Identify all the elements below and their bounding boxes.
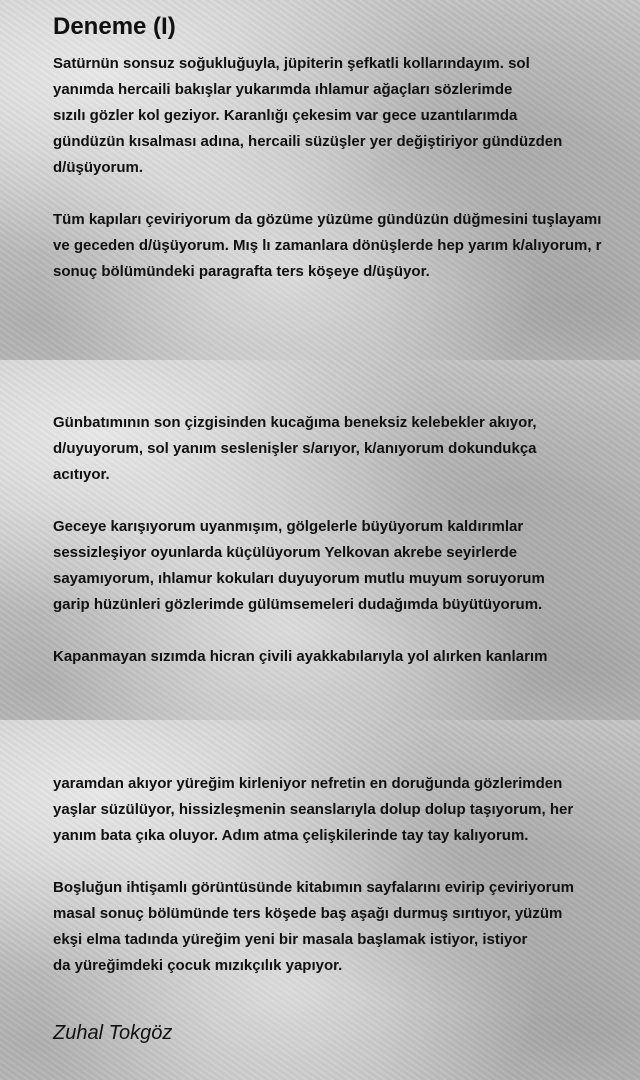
text-line: yaramdan akıyor yüreğim kirleniyor nefretin en doruğunda gözlerimden [53, 775, 563, 792]
text-line: Kapanmayan sızımda hicran çivili ayakkabılarıyla yol alırken kanlarım [53, 648, 548, 665]
paragraph [53, 51, 562, 181]
text-line: sessizleşiyor oyunlarda küçülüyorum Yelkovan akrebe seyirlerde [53, 544, 518, 561]
text-line: sızılı gözler kol geziyor. Karanlığı çekesim var gece uzantılarımda [53, 107, 518, 124]
paragraph [53, 771, 573, 849]
text-line: da yüreğimdeki çocuk mızıkçılık yapıyor. [53, 957, 343, 974]
paragraph [53, 644, 547, 670]
text-line: d/uyuyorum, sol yanım seslenişler s/arıyor, k/anıyorum dokundukça [53, 440, 537, 457]
text-line: Günbatımının son çizgisinden kucağıma beneksiz kelebekler akıyor, [53, 414, 537, 431]
text-line: Geceye karışıyorum uyanmışım, gölgelerle büyüyorum kaldırımlar [53, 518, 524, 535]
page-section-2 [0, 360, 640, 720]
text-line: masal sonuç bölümünde ters köşede baş aşağı durmuş sırıtıyor, yüzüm [53, 905, 563, 922]
poem-title: Deneme (I) [53, 13, 176, 40]
paragraph [53, 410, 537, 488]
text-line: Boşluğun ihtişamlı görüntüsünde kitabımın sayfalarını evirip çeviriyorum [53, 879, 574, 896]
text-line: ekşi elma tadında yüreğim yeni bir masala başlamak istiyor, istiyor [53, 931, 528, 948]
paragraph [53, 514, 545, 618]
text-line: garip hüzünleri gözlerimde gülümsemeleri dudağımda büyütüyorum. [53, 596, 543, 613]
text-line: d/üşüyorum. [53, 159, 144, 176]
page-section-3 [0, 720, 640, 1080]
text-line: yanım bata çıka oluyor. Adım atma çelişkilerinde tay tay kalıyorum. [53, 827, 529, 844]
text-line: yaşlar süzülüyor, hissizleşmenin seanslarıyla dolup dolup taşıyorum, her [53, 801, 574, 818]
paragraph [53, 875, 574, 979]
text-line: Satürnün sonsuz soğukluğuyla, jüpiterin şefkatli kollarındayım. sol [53, 55, 530, 72]
text-line: sayamıyorum, ıhlamur kokuları duyuyorum mutlu muyum soruyorum [53, 570, 545, 587]
text-line: acıtıyor. [53, 466, 110, 483]
text-line: gündüzün kısalması adına, hercaili süzüşler yer değiştiriyor gündüzden [53, 133, 563, 150]
paragraph [53, 207, 602, 285]
text-line: yanımda hercaili bakışlar yukarımda ıhlamur ağaçları sözlerimde [53, 81, 513, 98]
text-line: sonuç bölümündeki paragrafta ters köşeye d/üşüyor. [53, 263, 430, 280]
text-line: ve geceden d/üşüyorum. Mış lı zamanlara dönüşlerde hep yarım k/alıyorum, r [53, 237, 602, 254]
author-name: Zuhal Tokgöz [53, 1022, 173, 1044]
text-line: Tüm kapıları çeviriyorum da gözüme yüzüme gündüzün düğmesini tuşlayamı [53, 211, 602, 228]
page-section-1 [0, 0, 640, 360]
